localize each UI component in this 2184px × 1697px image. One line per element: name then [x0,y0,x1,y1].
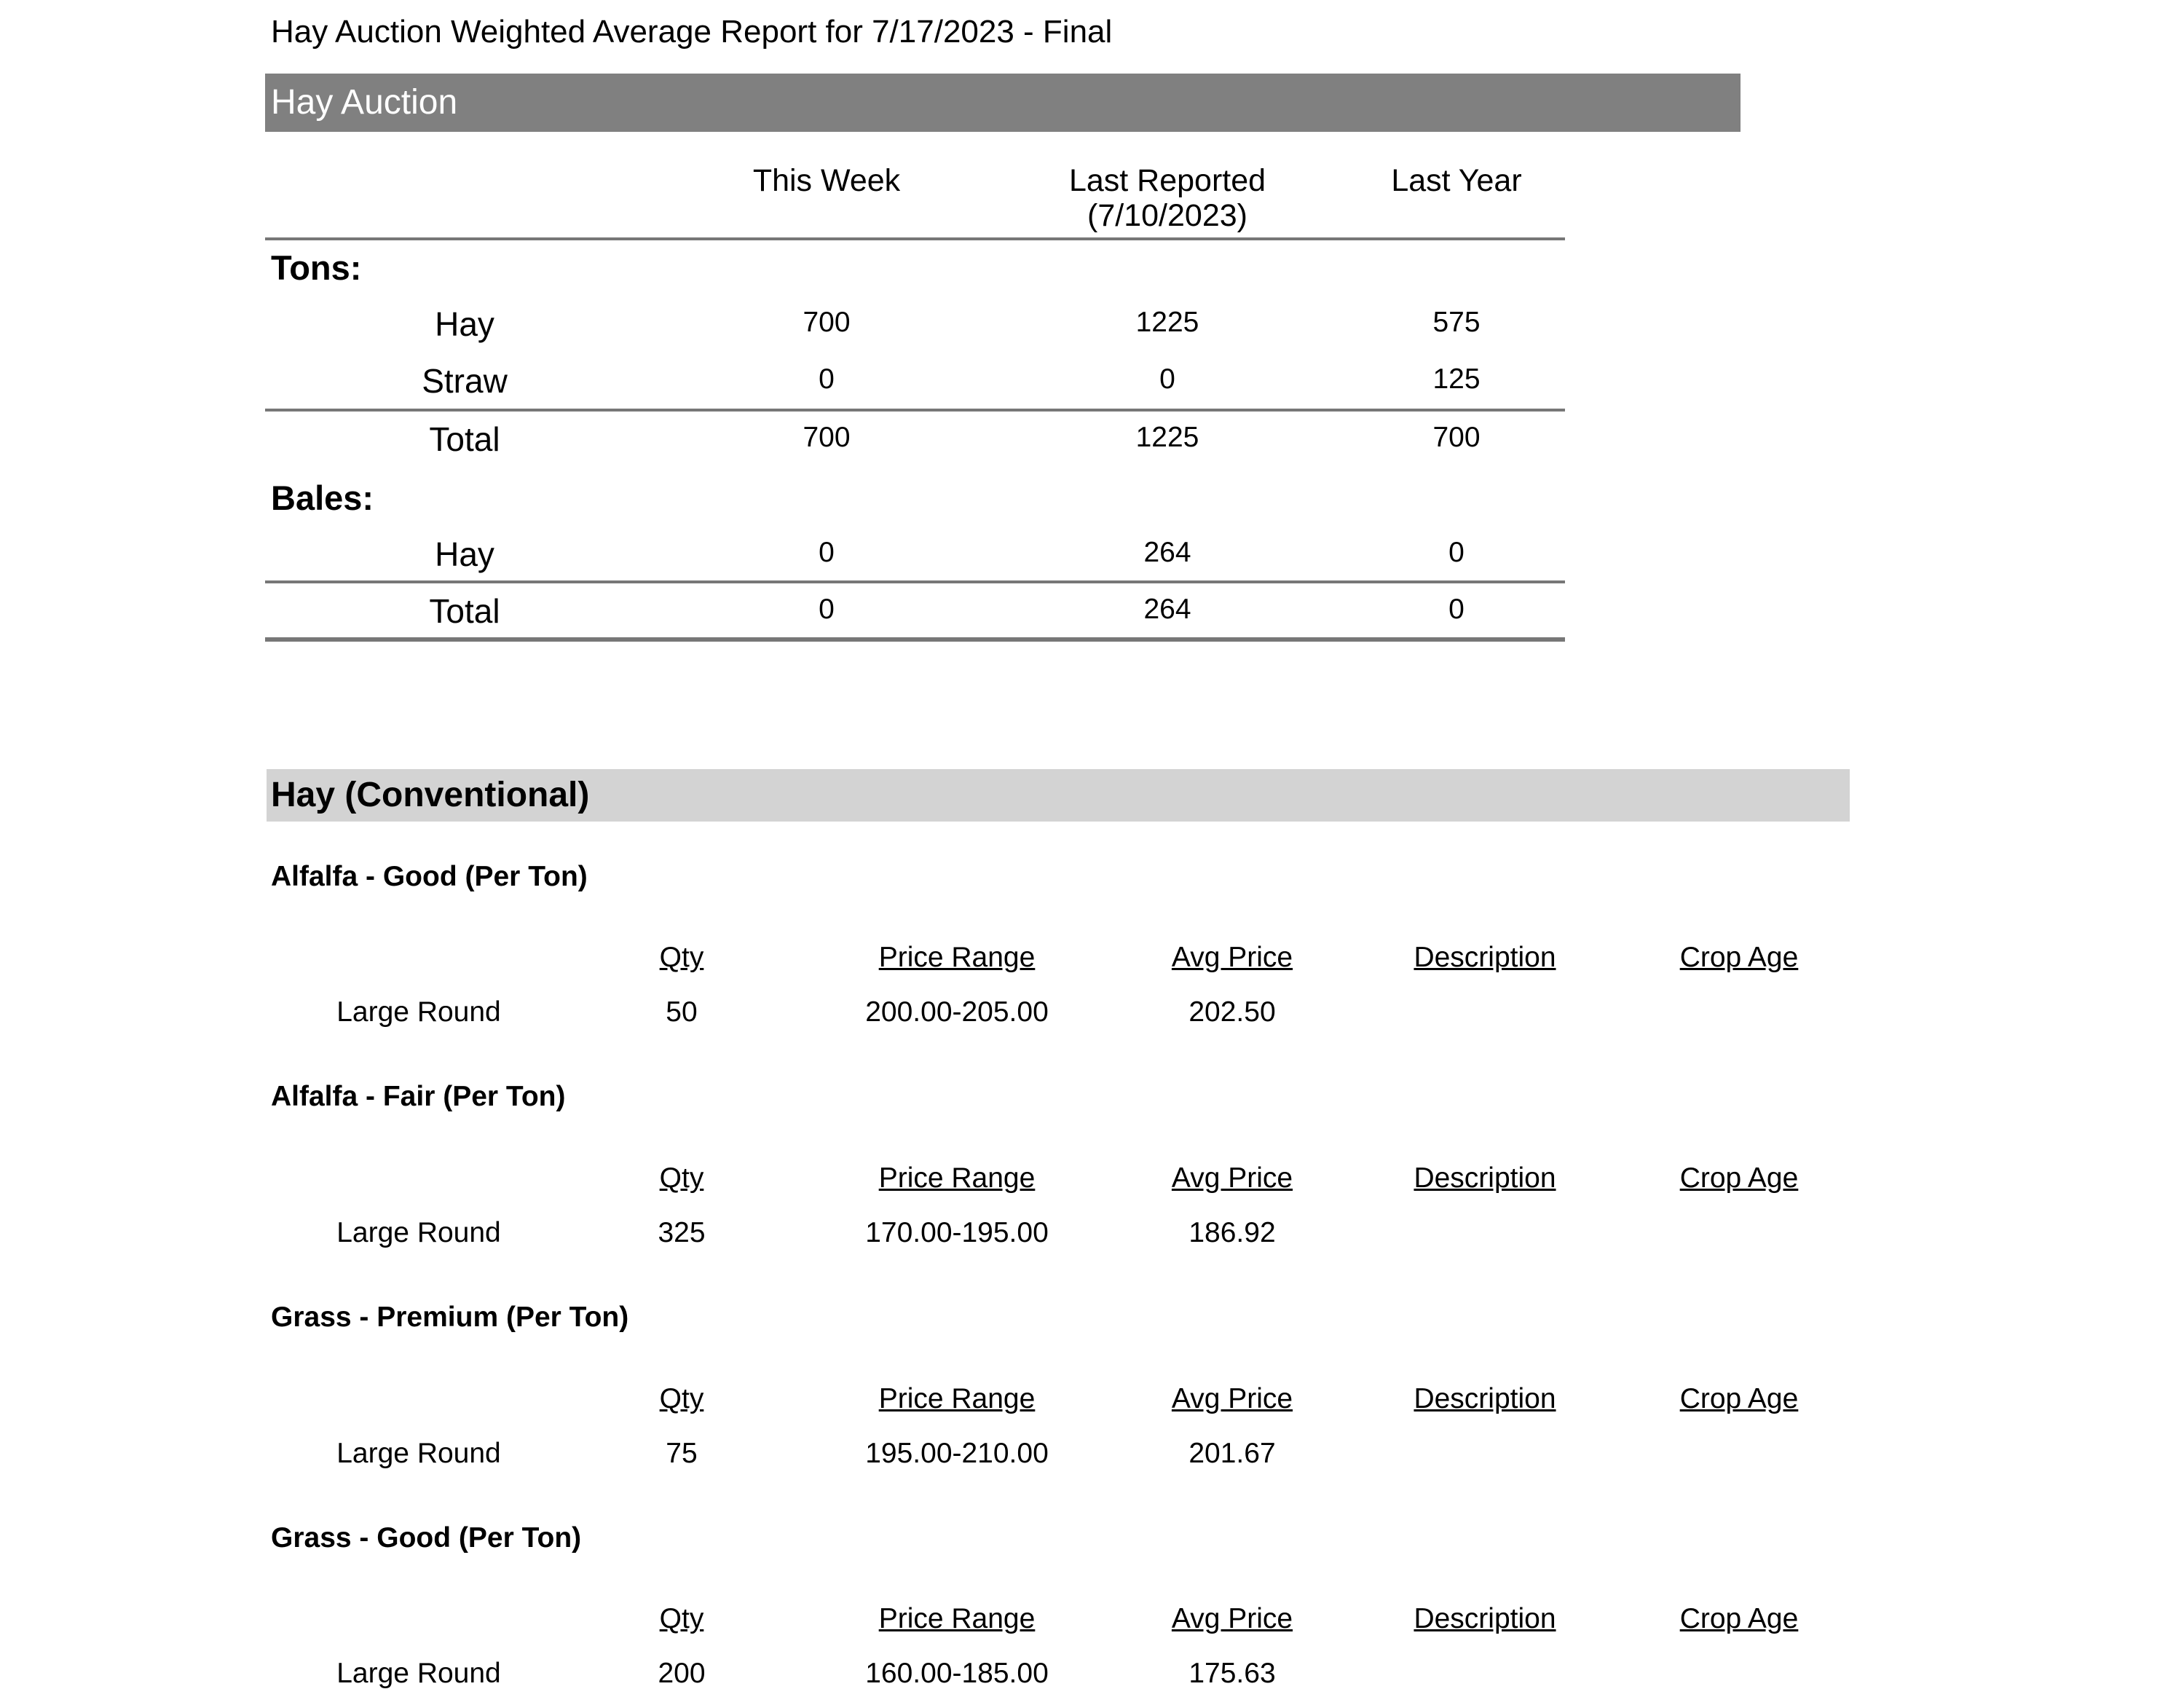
avg-price-header: Avg Price [1171,1383,1293,1414]
tons-total-this-week: 700 [803,422,851,453]
crop-age-header: Crop Age [1679,1603,1799,1634]
tons-row-label: Total [429,420,500,458]
crop-age-header: Crop Age [1679,1383,1799,1414]
summary-bottom-divider [265,637,1565,642]
tons-hay-last-year: 575 [1432,307,1481,338]
qty-header: Qty [659,1603,704,1634]
category-title: Grass - Premium (Per Ton) [271,1302,629,1333]
row-avg-price: 175.63 [1188,1658,1276,1689]
col-header-last-reported-date: (7/10/2023) [1087,198,1247,233]
row-price-range: 195.00-210.00 [865,1438,1049,1469]
tons-total-last-year: 700 [1432,422,1481,453]
bales-total-this-week: 0 [819,594,835,625]
col-header-last-reported: Last Reported [1068,163,1266,198]
bales-total-last-year: 0 [1448,594,1464,625]
crop-age-header: Crop Age [1679,942,1799,973]
tons-total-divider [265,409,1565,412]
row-price-range: 170.00-195.00 [865,1217,1049,1248]
avg-price-header: Avg Price [1171,1162,1293,1194]
bales-total-last-reported: 264 [1143,594,1191,625]
row-qty: 75 [666,1438,698,1469]
price-range-header: Price Range [878,942,1036,973]
price-range-header: Price Range [878,1162,1036,1194]
col-header-this-week: This Week [752,163,901,198]
qty-header: Qty [659,1383,704,1414]
row-type: Large Round [336,996,501,1028]
conventional-banner [267,769,1850,822]
category-title: Alfalfa - Fair (Per Ton) [271,1081,566,1112]
tons-row-label: Straw [422,362,508,400]
price-range-header: Price Range [878,1603,1036,1634]
row-type: Large Round [336,1658,501,1689]
row-avg-price: 202.50 [1188,996,1276,1028]
tons-hay-last-reported: 1225 [1135,307,1199,338]
tons-straw-last-year: 125 [1432,363,1481,395]
conventional-banner-label: Hay (Conventional) [271,776,590,814]
row-avg-price: 201.67 [1188,1438,1276,1469]
bales-hay-last-reported: 264 [1143,537,1191,568]
summary-header-divider [265,237,1565,240]
hay-auction-banner-label: Hay Auction [271,83,458,122]
bales-hay-last-year: 0 [1448,537,1464,568]
category-title: Grass - Good (Per Ton) [271,1522,582,1554]
bales-row-label: Total [429,592,500,630]
avg-price-header: Avg Price [1171,1603,1293,1634]
row-qty: 325 [658,1217,706,1248]
description-header: Description [1414,1383,1556,1414]
bales-row-label: Hay [435,535,494,573]
bales-hay-this-week: 0 [819,537,835,568]
hay-auction-banner [265,74,1741,132]
description-header: Description [1414,942,1556,973]
qty-header: Qty [659,942,704,973]
row-type: Large Round [336,1217,501,1248]
row-price-range: 200.00-205.00 [865,996,1049,1028]
avg-price-header: Avg Price [1171,942,1293,973]
crop-age-header: Crop Age [1679,1162,1799,1194]
bales-section-label: Bales: [271,479,374,517]
report-title: Hay Auction Weighted Average Report for 7/17/2023 - Final [271,14,1113,50]
row-avg-price: 186.92 [1188,1217,1276,1248]
col-header-last-year: Last Year [1391,163,1522,198]
row-qty: 50 [666,996,698,1028]
description-header: Description [1414,1162,1556,1194]
row-type: Large Round [336,1438,501,1469]
tons-straw-last-reported: 0 [1159,363,1175,395]
tons-total-last-reported: 1225 [1135,422,1199,453]
category-title: Alfalfa - Good (Per Ton) [271,861,588,892]
row-qty: 200 [658,1658,706,1689]
tons-hay-this-week: 700 [803,307,851,338]
bales-total-divider [265,580,1565,583]
tons-section-label: Tons: [271,248,362,287]
price-range-header: Price Range [878,1383,1036,1414]
description-header: Description [1414,1603,1556,1634]
tons-row-label: Hay [435,305,494,343]
row-price-range: 160.00-185.00 [865,1658,1049,1689]
tons-straw-this-week: 0 [819,363,835,395]
qty-header: Qty [659,1162,704,1194]
